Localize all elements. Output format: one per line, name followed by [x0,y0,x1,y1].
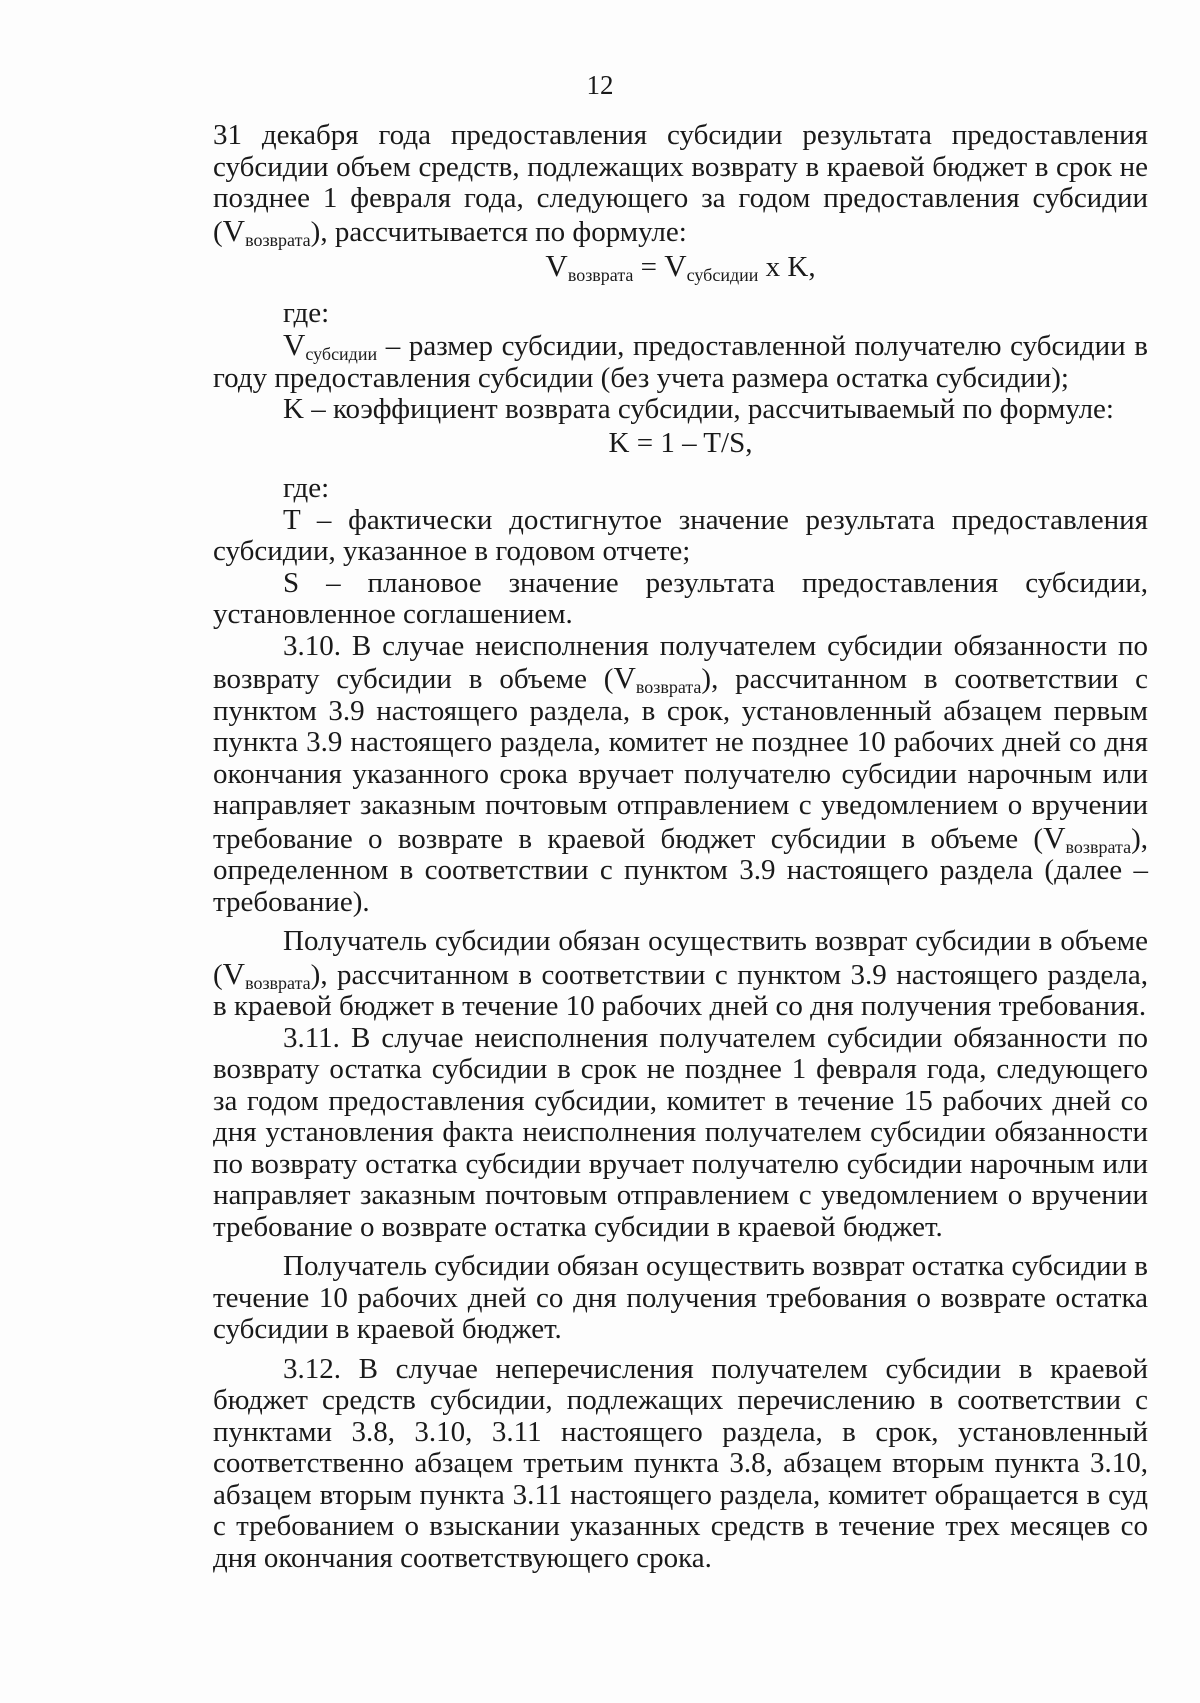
p310b-v-symbol: V [222,955,246,991]
where-label-1: где: [283,296,330,329]
formula-v-return-symbol: V [545,248,568,283]
p310-text-a: 3.10. В случае неисполнения получателем субсидии обязанности по возврату субсидии в объеме ( [213,629,1148,695]
p310-text-c: ), определенном в соответствии с пунктом 3.9 настоящего раздела (далее – требование). [213,822,1148,918]
definition-k: K – коэффициент возврата субсидии, рассчитываемый по формуле: [283,393,1114,425]
formula-k: K = 1 – T/S, [608,426,753,459]
where-label-2: где: [283,472,330,504]
p310-v-symbol: V [613,660,636,695]
paragraph-3-11: 3.11. В случае неисполнения получателем субсидии обязанности по возврату остатка субсидии в срок не позднее 1 февраля года, следующего за годом предоставления субсидии, комитет в течение 15 рабочих дней со дня установления факта неисполнения получателем субсидии обязанности по возврату остатка субсидии вручает получателю субсидии нарочным или направляет заказным почтовым отправлением с уведомлением о вручении требование о возврате остатка субсидии в краевой бюджет. [213,1021,1148,1243]
p310-text-b: ), рассчитанном в соответствии с пунктом 3.9 настоящего раздела, в срок, установленный абзацем первым пункта 3.9 настоящего раздела, комитет не позднее 10 рабочих дней со дня окончания указанного срока вручает получателю субсидии нарочным или направляет заказным почтовым отправлением с уведомлением о вручении требование о возврате в краевой бюджет субсидии в объеме ( [213,663,1148,855]
def-v-text: – размер субсидии, предоставленной получателю субсидии в году предоставления субсидии (без учета размера остатка субсидии); [213,330,1148,394]
definition-v-subsidy [213,329,1148,394]
formula-equals: = [633,251,665,283]
def-v-symbol: V [283,327,306,362]
p310b-v-subscript: возврата [245,972,311,993]
paragraph-3-12: 3.12. В случае неперечисления получателем субсидии в краевой бюджет средств субсидии, подлежащих перечислению в соответствии с пунктами 3.8, 3.10, 3.11 настоящего раздела, в срок, установленный соответственно абзацем третьим пункта 3.8, абзацем вторым пункта 3.10, абзацем вторым пункта 3.11 настоящего раздела, комитет обращается в суд с требованием о взыскании указанных средств в течение трех месяцев со дня окончания соответствующего срока. [213,1352,1148,1574]
paragraph-intro [213,120,1148,248]
def-v-subscript: субсидии [305,344,378,364]
page-number: 12 [586,70,614,100]
formula-v-subsidy-symbol: V [664,248,687,283]
p310-v2-subscript: возврата [1065,836,1132,857]
intro-text-end: ), рассчитывается по формуле: [310,215,687,248]
document-body [213,120,1148,1574]
paragraph-3-11-recipient: Получатель субсидии обязан осуществить возврат остатка субсидии в течение 10 рабочих дней со дня получения требования о возврате остатка субсидии в краевой бюджет. [213,1250,1148,1345]
formula-v-return [213,250,1148,284]
formula-tail: x K, [758,251,816,283]
v-symbol: V [222,212,246,248]
formula-v-subsidy-subscript: субсидии [686,265,759,285]
p310b-text-b: ), рассчитанном в соответствии с пунктом 3.9 настоящего раздела, в краевой бюджет в течение 10 рабочих дней со дня получения требования. [213,958,1148,1022]
v-subscript: возврата [245,229,311,250]
paragraph-3-10 [213,631,1148,919]
formula-v-return-subscript: возврата [567,265,634,285]
p310b-text-a: Получатель субсидии обязан осуществить возврат субсидии в объеме ( [213,925,1148,991]
paragraph-3-10-recipient [213,926,1148,1023]
p310-v2-symbol: V [1043,819,1066,855]
definition-s: S – плановое значение результата предоставления субсидии, установленное соглашением. [213,566,1148,630]
p310-v-subscript: возврата [635,677,702,697]
definition-t: T – фактически достигнутое значение результата предоставления субсидии, указанное в годовом отчете; [213,503,1148,567]
intro-text-start: 31 декабря года предоставления субсидии результата предоставления субсидии объем средств, подлежащих возврату в краевой бюджет в срок не позднее 1 февраля года, следующего за годом предоставления субсидии ( [213,119,1148,248]
